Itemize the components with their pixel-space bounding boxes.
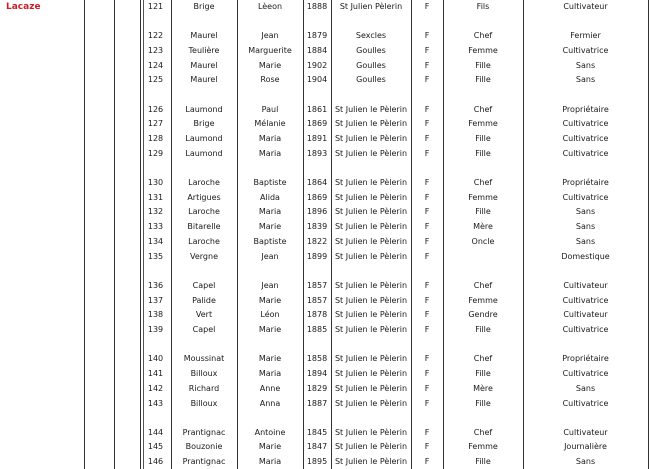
birthplace-cell: St Julien le Pèlerin (334, 354, 408, 363)
table-row (0, 294, 650, 308)
occupation-cell: Cultivatrice (562, 46, 609, 55)
birthplace-cell: St Julien le Pèlerin (334, 119, 408, 128)
table-row (0, 132, 650, 146)
table-row (0, 308, 650, 322)
birthplace-cell: St Julien le Pèlerin (334, 281, 408, 290)
table-row (0, 191, 650, 205)
birth-year-cell: 1891 (306, 134, 328, 143)
row-number: 140 (147, 354, 164, 363)
table-row (0, 426, 650, 440)
row-number: 128 (147, 134, 164, 143)
birth-year-cell: 1822 (306, 237, 328, 246)
birth-year-cell: 1869 (306, 119, 328, 128)
nationality-cell: F (424, 442, 430, 451)
nationality-cell: F (424, 457, 430, 466)
row-number: 125 (147, 75, 164, 84)
birthplace-cell: St Julien le Pèlerin (334, 178, 408, 187)
birth-year-cell: 1893 (306, 149, 328, 158)
first-name-cell: Marie (258, 296, 282, 305)
relation-cell: Fille (475, 207, 491, 216)
occupation-cell: Cultivatrice (562, 296, 609, 305)
relation-cell: Chef (473, 31, 493, 40)
nationality-cell: F (424, 237, 430, 246)
relation-cell: Fils (476, 2, 490, 11)
birthplace-cell: Goulles (356, 46, 386, 55)
relation-cell: Fille (475, 134, 491, 143)
surname-cell: Bouzonie (185, 442, 223, 451)
surname-cell: Artigues (187, 193, 221, 202)
birth-year-cell: 1904 (306, 75, 328, 84)
table-row (0, 382, 650, 396)
table-row (0, 29, 650, 43)
relation-cell: Fille (475, 369, 491, 378)
occupation-cell: Cultivateur (563, 428, 608, 437)
surname-cell: Palide (192, 296, 216, 305)
row-number: 127 (147, 119, 164, 128)
table-row (0, 117, 650, 131)
birth-year-cell: 1885 (306, 325, 328, 334)
occupation-cell: Cultivateur (563, 2, 608, 11)
surname-cell: Billoux (190, 399, 218, 408)
birthplace-cell: St Julien Pèlerin (339, 2, 403, 11)
surname-cell: Moussinat (183, 354, 225, 363)
relation-cell: Mère (473, 384, 493, 393)
surname-cell: Prantignac (182, 428, 226, 437)
table-row (0, 205, 650, 219)
occupation-cell: Sans (575, 207, 596, 216)
relation-cell: Fille (475, 149, 491, 158)
occupation-cell: Sans (575, 457, 596, 466)
occupation-cell: Cultivatrice (562, 119, 609, 128)
birthplace-cell: Goulles (356, 75, 386, 84)
occupation-cell: Sans (575, 222, 596, 231)
row-number: 146 (147, 457, 164, 466)
nationality-cell: F (424, 119, 430, 128)
relation-cell: Fille (475, 325, 491, 334)
surname-cell: Richard (188, 384, 220, 393)
row-number: 139 (147, 325, 164, 334)
relation-cell: Chef (473, 178, 493, 187)
first-name-cell: Marie (258, 222, 282, 231)
first-name-cell: Marie (258, 325, 282, 334)
nationality-cell: F (424, 354, 430, 363)
relation-cell: Chef (473, 354, 493, 363)
table-row (0, 250, 650, 264)
nationality-cell: F (424, 178, 430, 187)
relation-cell: Femme (468, 119, 498, 128)
birth-year-cell: 1902 (306, 61, 328, 70)
first-name-cell: Baptiste (253, 178, 287, 187)
nationality-cell: F (424, 369, 430, 378)
occupation-cell: Sans (575, 75, 596, 84)
table-row (0, 220, 650, 234)
birth-year-cell: 1879 (306, 31, 328, 40)
first-name-cell: Mélanie (254, 119, 286, 128)
relation-cell: Oncle (471, 237, 495, 246)
birthplace-cell: St Julien le Pèlerin (334, 399, 408, 408)
nationality-cell: F (424, 149, 430, 158)
occupation-cell: Journalière (564, 442, 607, 451)
table-row (0, 455, 650, 469)
occupation-cell: Propriétaire (562, 178, 609, 187)
relation-cell: Chef (473, 281, 493, 290)
relation-cell (443, 250, 523, 264)
first-name-cell: Alida (260, 193, 280, 202)
table-row (0, 103, 650, 117)
first-name-cell: Marie (258, 354, 282, 363)
surname-cell: Teulière (188, 46, 220, 55)
birth-year-cell: 1895 (306, 457, 328, 466)
table-row (0, 147, 650, 161)
birthplace-cell: St Julien le Pèlerin (334, 442, 408, 451)
surname-cell: Maurel (190, 75, 218, 84)
row-number: 142 (147, 384, 164, 393)
relation-cell: Fille (475, 75, 491, 84)
birthplace-cell: St Julien le Pèlerin (334, 222, 408, 231)
surname-cell: Maurel (190, 31, 218, 40)
relation-cell: Fille (475, 399, 491, 408)
first-name-cell: Lèeon (257, 2, 283, 11)
occupation-cell: Propriétaire (562, 354, 609, 363)
occupation-cell: Cultivateur (563, 310, 608, 319)
nationality-cell: F (424, 134, 430, 143)
relation-cell: Femme (468, 193, 498, 202)
nationality-cell: F (424, 222, 430, 231)
surname-cell: Capel (192, 325, 216, 334)
nationality-cell: F (424, 281, 430, 290)
row-number: 143 (147, 399, 164, 408)
birthplace-cell: St Julien le Pèlerin (334, 369, 408, 378)
relation-cell: Mère (473, 222, 493, 231)
nationality-cell: F (424, 399, 430, 408)
location-label: Lacaze (6, 2, 41, 12)
relation-cell: Femme (468, 442, 498, 451)
first-name-cell: Baptiste (253, 237, 287, 246)
nationality-cell: F (424, 252, 430, 261)
row-number: 144 (147, 428, 164, 437)
first-name-cell: Maria (258, 457, 282, 466)
first-name-cell: Léon (260, 310, 280, 319)
occupation-cell: Cultivatrice (562, 149, 609, 158)
nationality-cell: F (424, 105, 430, 114)
birth-year-cell: 1899 (306, 252, 328, 261)
occupation-cell: Cultivatrice (562, 134, 609, 143)
table-row (0, 279, 650, 293)
birth-year-cell: 1888 (306, 2, 328, 11)
table-row (0, 440, 650, 454)
first-name-cell: Jean (261, 281, 279, 290)
birthplace-cell: St Julien le Pèlerin (334, 384, 408, 393)
surname-cell: Prantignac (182, 457, 226, 466)
surname-cell: Brige (193, 2, 215, 11)
table-row (0, 397, 650, 411)
first-name-cell: Jean (261, 252, 279, 261)
surname-cell: Laumond (185, 134, 223, 143)
table-row (0, 44, 650, 58)
row-number: 135 (147, 252, 164, 261)
surname-cell: Capel (192, 281, 216, 290)
nationality-cell: F (424, 296, 430, 305)
occupation-cell: Cultivatrice (562, 369, 609, 378)
row-number: 137 (147, 296, 164, 305)
relation-cell: Chef (473, 428, 493, 437)
nationality-cell: F (424, 2, 430, 11)
row-number: 136 (147, 281, 164, 290)
nationality-cell: F (424, 61, 430, 70)
row-number: 122 (147, 31, 164, 40)
table-row (0, 352, 650, 366)
relation-cell: Gendre (468, 310, 498, 319)
birth-year-cell: 1845 (306, 428, 328, 437)
birthplace-cell: St Julien le Pèlerin (334, 296, 408, 305)
surname-cell: Laumond (185, 149, 223, 158)
row-number: 141 (147, 369, 164, 378)
birthplace-cell: St Julien le Pèlerin (334, 149, 408, 158)
nationality-cell: F (424, 310, 430, 319)
surname-cell: Vergne (190, 252, 218, 261)
birth-year-cell: 1857 (306, 296, 328, 305)
birth-year-cell: 1847 (306, 442, 328, 451)
table-row (0, 367, 650, 381)
nationality-cell: F (424, 46, 430, 55)
table-row (0, 0, 650, 14)
nationality-cell: F (424, 193, 430, 202)
table-row (0, 235, 650, 249)
row-number: 130 (147, 178, 164, 187)
table-row (0, 73, 650, 87)
table-row (0, 323, 650, 337)
table-row (0, 59, 650, 73)
row-number: 124 (147, 61, 164, 70)
first-name-cell: Maria (258, 149, 282, 158)
nationality-cell: F (424, 384, 430, 393)
birth-year-cell: 1839 (306, 222, 328, 231)
occupation-cell: Cultivateur (563, 281, 608, 290)
birth-year-cell: 1864 (306, 178, 328, 187)
row-number: 131 (147, 193, 164, 202)
relation-cell: Femme (468, 46, 498, 55)
birthplace-cell: St Julien le Pèlerin (334, 310, 408, 319)
occupation-cell: Cultivatrice (562, 399, 609, 408)
birthplace-cell: St Julien le Pèlerin (334, 325, 408, 334)
relation-cell: Fille (475, 61, 491, 70)
birth-year-cell: 1861 (306, 105, 328, 114)
birth-year-cell: 1858 (306, 354, 328, 363)
birthplace-cell: St Julien le Pèlerin (334, 237, 408, 246)
surname-cell: Bitarelle (187, 222, 221, 231)
birthplace-cell: Sexcles (355, 31, 387, 40)
nationality-cell: F (424, 428, 430, 437)
occupation-cell: Sans (575, 237, 596, 246)
relation-cell: Fille (475, 457, 491, 466)
first-name-cell: Anna (259, 399, 281, 408)
occupation-cell: Sans (575, 61, 596, 70)
nationality-cell: F (424, 75, 430, 84)
first-name-cell: Marie (258, 61, 282, 70)
birth-year-cell: 1887 (306, 399, 328, 408)
birthplace-cell: St Julien le Pèlerin (334, 105, 408, 114)
row-number: 133 (147, 222, 164, 231)
row-number: 145 (147, 442, 164, 451)
first-name-cell: Antoine (254, 428, 286, 437)
table-row (0, 176, 650, 190)
birthplace-cell: St Julien le Pèlerin (334, 193, 408, 202)
row-number: 132 (147, 207, 164, 216)
first-name-cell: Maria (258, 134, 282, 143)
row-number: 123 (147, 46, 164, 55)
birthplace-cell: St Julien le Pèlerin (334, 428, 408, 437)
surname-cell: Brige (193, 119, 215, 128)
birth-year-cell: 1857 (306, 281, 328, 290)
row-number: 121 (147, 2, 164, 11)
relation-cell: Chef (473, 105, 493, 114)
surname-cell: Laroche (188, 237, 220, 246)
first-name-cell: Marie (258, 442, 282, 451)
birth-year-cell: 1896 (306, 207, 328, 216)
surname-cell: Vert (195, 310, 213, 319)
surname-cell: Maurel (190, 61, 218, 70)
first-name-cell: Paul (261, 105, 279, 114)
birthplace-cell: St Julien le Pèlerin (334, 252, 408, 261)
row-number: 129 (147, 149, 164, 158)
surname-cell: Laumond (185, 105, 223, 114)
birth-year-cell: 1829 (306, 384, 328, 393)
birthplace-cell: St Julien le Pèlerin (334, 134, 408, 143)
occupation-cell: Fermier (570, 31, 601, 40)
row-number: 126 (147, 105, 164, 114)
relation-cell: Femme (468, 296, 498, 305)
occupation-cell: Sans (575, 384, 596, 393)
occupation-cell: Cultivatrice (562, 193, 609, 202)
first-name-cell: Anne (259, 384, 281, 393)
first-name-cell: Rose (260, 75, 280, 84)
nationality-cell: F (424, 207, 430, 216)
first-name-cell: Maria (258, 207, 282, 216)
occupation-cell: Propriétaire (562, 105, 609, 114)
nationality-cell: F (424, 31, 430, 40)
row-number: 134 (147, 237, 164, 246)
birth-year-cell: 1894 (306, 369, 328, 378)
row-number: 138 (147, 310, 164, 319)
birth-year-cell: 1878 (306, 310, 328, 319)
birthplace-cell: Goulles (356, 61, 386, 70)
birthplace-cell: St Julien le Pèlerin (334, 207, 408, 216)
occupation-cell: Cultivatrice (562, 325, 609, 334)
first-name-cell: Maria (258, 369, 282, 378)
first-name-cell: Jean (261, 31, 279, 40)
birth-year-cell: 1869 (306, 193, 328, 202)
nationality-cell: F (424, 325, 430, 334)
surname-cell: Laroche (188, 178, 220, 187)
surname-cell: Billoux (190, 369, 218, 378)
surname-cell: Laroche (188, 207, 220, 216)
birth-year-cell: 1884 (306, 46, 328, 55)
first-name-cell: Marguerite (248, 46, 292, 55)
birthplace-cell: St Julien le Pèlerin (334, 457, 408, 466)
occupation-cell: Domestique (561, 252, 610, 261)
